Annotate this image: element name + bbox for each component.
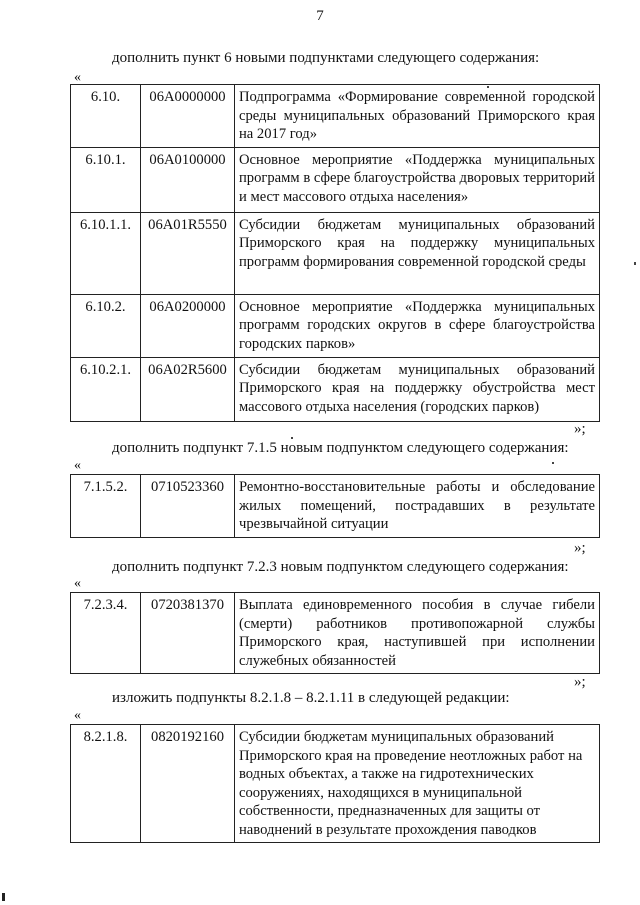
scan-speck (634, 262, 636, 265)
section-intro: дополнить подпункт 7.1.5 новым подпунктом следующего содержания: (112, 440, 569, 456)
amendment-table (70, 592, 600, 674)
row-number: 6.10.1.1. (71, 212, 141, 294)
table-row (71, 475, 600, 538)
amendment-table (70, 724, 600, 843)
row-description: Субсидии бюджетам муниципальных образований Приморского края на поддержку обустройства мест массового отдыха населения (городских парков) (235, 357, 600, 421)
open-quote: « (74, 708, 81, 723)
table-row (71, 294, 600, 357)
row-number: 6.10. (71, 85, 141, 148)
section-intro: изложить подпункты 8.2.1.8 – 8.2.1.11 в следующей редакции: (112, 690, 510, 706)
row-number: 7.2.3.4. (71, 593, 141, 674)
scan-speck (2, 893, 5, 901)
row-description: Субсидии бюджетам муниципальных образований Приморского края на проведение неотложных работ на водных объектах, а также на гидротехнических сооружениях, находящихся в муниципальной собственности, предназначенных для защиты от наводнений в результате прохождения паводков (235, 725, 600, 843)
open-quote: « (74, 576, 81, 591)
row-code: 0820192160 (141, 725, 235, 843)
close-quote: »; (574, 674, 586, 690)
scan-speck (487, 86, 489, 88)
row-description: Выплата единовременного пособия в случае гибели (смерти) работников противопожарной службы Приморского края, наступившей при исполнении служебных обязанностей (235, 593, 600, 674)
scan-speck (552, 462, 554, 464)
row-description: Основное мероприятие «Поддержка муниципальных программ в сфере благоустройства дворовых территорий и мест массового отдыха населения» (235, 147, 600, 212)
row-number: 6.10.2.1. (71, 357, 141, 421)
row-description: Ремонтно-восстановительные работы и обследование жилых помещений, пострадавших в результате чрезвычайной ситуации (235, 475, 600, 538)
section-intro: дополнить подпункт 7.2.3 новым подпунктом следующего содержания: (112, 559, 569, 575)
row-code: 06А0100000 (141, 147, 235, 212)
row-code: 0710523360 (141, 475, 235, 538)
row-number: 8.2.1.8. (71, 725, 141, 843)
table-row (71, 212, 600, 294)
close-quote: »; (574, 421, 586, 437)
table-row (71, 357, 600, 421)
open-quote: « (74, 458, 81, 473)
amendment-table (70, 84, 600, 422)
row-code: 06А02R5600 (141, 357, 235, 421)
row-number: 6.10.2. (71, 294, 141, 357)
row-description: Подпрограмма «Формирование современной городской среды муниципальных образований Приморского края на 2017 год» (235, 85, 600, 148)
page-number: 7 (316, 8, 324, 24)
row-code: 0720381370 (141, 593, 235, 674)
close-quote: »; (574, 540, 586, 556)
row-code: 06А01R5550 (141, 212, 235, 294)
row-number: 7.1.5.2. (71, 475, 141, 538)
section-intro: дополнить пункт 6 новыми подпунктами следующего содержания: (112, 50, 540, 66)
row-description: Основное мероприятие «Поддержка муниципальных программ городских округов в сфере благоустройства городских парков» (235, 294, 600, 357)
table-row (71, 147, 600, 212)
table-row (71, 725, 600, 843)
scan-speck (291, 437, 293, 439)
table-row (71, 85, 600, 148)
row-code: 06А0200000 (141, 294, 235, 357)
table-row (71, 593, 600, 674)
row-code: 06А0000000 (141, 85, 235, 148)
row-number: 6.10.1. (71, 147, 141, 212)
amendment-table (70, 474, 600, 538)
open-quote: « (74, 70, 81, 85)
row-description: Субсидии бюджетам муниципальных образований Приморского края на поддержку муниципальных программ формирования современной городской среды (235, 212, 600, 294)
